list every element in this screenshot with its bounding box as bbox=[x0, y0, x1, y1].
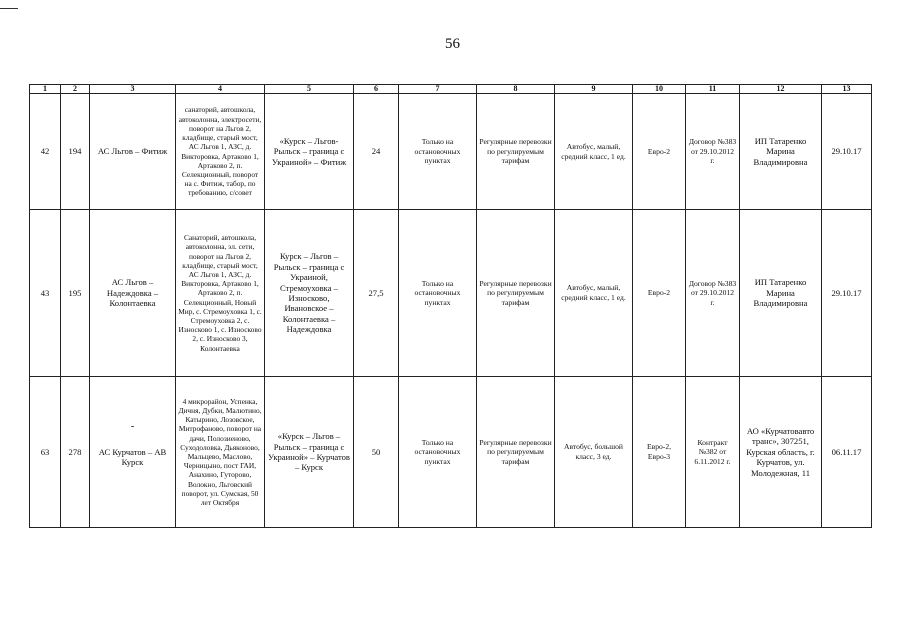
column-number: 10 bbox=[633, 85, 686, 94]
column-number: 7 bbox=[399, 85, 477, 94]
carrier-name: ИП Татаренко Марина Владимировна bbox=[740, 94, 822, 210]
contract-info: Договор №383 от 29.10.2012 г. bbox=[686, 94, 740, 210]
column-number: 3 bbox=[90, 85, 176, 94]
start-date: 06.11.17 bbox=[822, 377, 872, 528]
transport-type: Регулярные перевозки по регулируемым тарифам bbox=[477, 94, 555, 210]
registry-number: 194 bbox=[61, 94, 90, 210]
routes-table bbox=[29, 84, 872, 528]
contract-info: Контракт №382 от 6.11.2012 г. bbox=[686, 377, 740, 528]
vehicle-info: Автобус, малый, средний класс, 1 ед. bbox=[555, 94, 633, 210]
header-row bbox=[30, 85, 872, 94]
route-name: АС Льгов – Надеждовка – Колонтаевка bbox=[90, 210, 176, 377]
column-number: 2 bbox=[61, 85, 90, 94]
transport-type: Регулярные перевозки по регулируемым тарифам bbox=[477, 377, 555, 528]
route-streets: Курск – Льгов – Рыльск – граница с Украиной, Стремоуховка – Износково, Ивановское – Колонтаевка – Надеждовка bbox=[265, 210, 354, 377]
column-number: 11 bbox=[686, 85, 740, 94]
route-number: 42 bbox=[30, 94, 61, 210]
boarding-procedure: Только на остановочных пунктах bbox=[399, 210, 477, 377]
transport-type: Регулярные перевозки по регулируемым тарифам bbox=[477, 210, 555, 377]
route-length: 27,5 bbox=[354, 210, 399, 377]
stray-mark: - bbox=[130, 421, 135, 433]
eco-class: Евро-2 bbox=[633, 94, 686, 210]
route-length: 50 bbox=[354, 377, 399, 528]
start-date: 29.10.17 bbox=[822, 94, 872, 210]
route-streets: «Курск – Льгов-Рыльск – граница с Украиной» – Фитиж bbox=[265, 94, 354, 210]
route-number: 43 bbox=[30, 210, 61, 377]
carrier-name: АО «Курчатовавто транс», 307251, Курская область, г. Курчатов, ул. Молодежная, 11 bbox=[740, 377, 822, 528]
route-name-cell bbox=[90, 377, 176, 528]
boarding-procedure: Только на остановочных пунктах bbox=[399, 94, 477, 210]
route-name: АС Курчатов – АВ Курск bbox=[98, 446, 167, 468]
table-row bbox=[30, 377, 872, 528]
column-number: 9 bbox=[555, 85, 633, 94]
boarding-procedure: Только на остановочных пунктах bbox=[399, 377, 477, 528]
start-date: 29.10.17 bbox=[822, 210, 872, 377]
page-number: 56 bbox=[445, 36, 460, 52]
eco-class: Евро-2 bbox=[633, 210, 686, 377]
column-number: 5 bbox=[265, 85, 354, 94]
route-streets: «Курск – Льгов – Рыльск – граница с Украиной» – Курчатов – Курск bbox=[265, 377, 354, 528]
column-number: 13 bbox=[822, 85, 872, 94]
corner-line bbox=[0, 8, 18, 9]
column-number: 6 bbox=[354, 85, 399, 94]
route-number: 63 bbox=[30, 377, 61, 528]
column-number: 1 bbox=[30, 85, 61, 94]
vehicle-info: Автобус, большой класс, 3 ед. bbox=[555, 377, 633, 528]
stops-list: 4 микрорайон, Успенка, Дичня, Дубки, Малютино, Катырино, Лозовское, Митрофаново, поворот на дачи, Полозиеново, Суходоловка, Дьяконово, Мальцево, Маслово, Черницыно, пост ГАИ, Анахино, Гуторово, Волокно, Льговский поворот, ул. Сумская, 50 лет Октября bbox=[176, 377, 265, 528]
eco-class: Евро-2, Евро-3 bbox=[633, 377, 686, 528]
column-number: 4 bbox=[176, 85, 265, 94]
route-name: АС Льгов – Фитиж bbox=[90, 94, 176, 210]
route-length: 24 bbox=[354, 94, 399, 210]
carrier-name: ИП Татаренко Марина Владимировна bbox=[740, 210, 822, 377]
column-number: 8 bbox=[477, 85, 555, 94]
stops-list: санаторий, автошкола, автоколонна, электросети, поворот на Льгов 2, кладбище, старый мост, АС Льгов 1, АЗС, д. Викторовка, Артаково 1, Артаково 2, п. Селекционный, поворот на с. Фитиж, табор, по требованию, с/совет bbox=[176, 94, 265, 210]
table-row bbox=[30, 94, 872, 210]
table-row bbox=[30, 210, 872, 377]
registry-number: 278 bbox=[61, 377, 90, 528]
stops-list: Санаторий, автошкола, автоколонна, эл. сети, поворот на Льгов 2, кладбище, старый мост, АС Льгов 1, АЗС, д. Викторовка, Артаково 1, Артаково 2, п. Селекционный, Новый Мир, с. Стремоуховка 1, с. Стремоуховка 2, с. Износково 1, с. Износково 2, с. Износково 3, Колонтаевка bbox=[176, 210, 265, 377]
column-number: 12 bbox=[740, 85, 822, 94]
vehicle-info: Автобус, малый, средний класс, 1 ед. bbox=[555, 210, 633, 377]
contract-info: Договор №383 от 29.10.2012 г. bbox=[686, 210, 740, 377]
registry-number: 195 bbox=[61, 210, 90, 377]
